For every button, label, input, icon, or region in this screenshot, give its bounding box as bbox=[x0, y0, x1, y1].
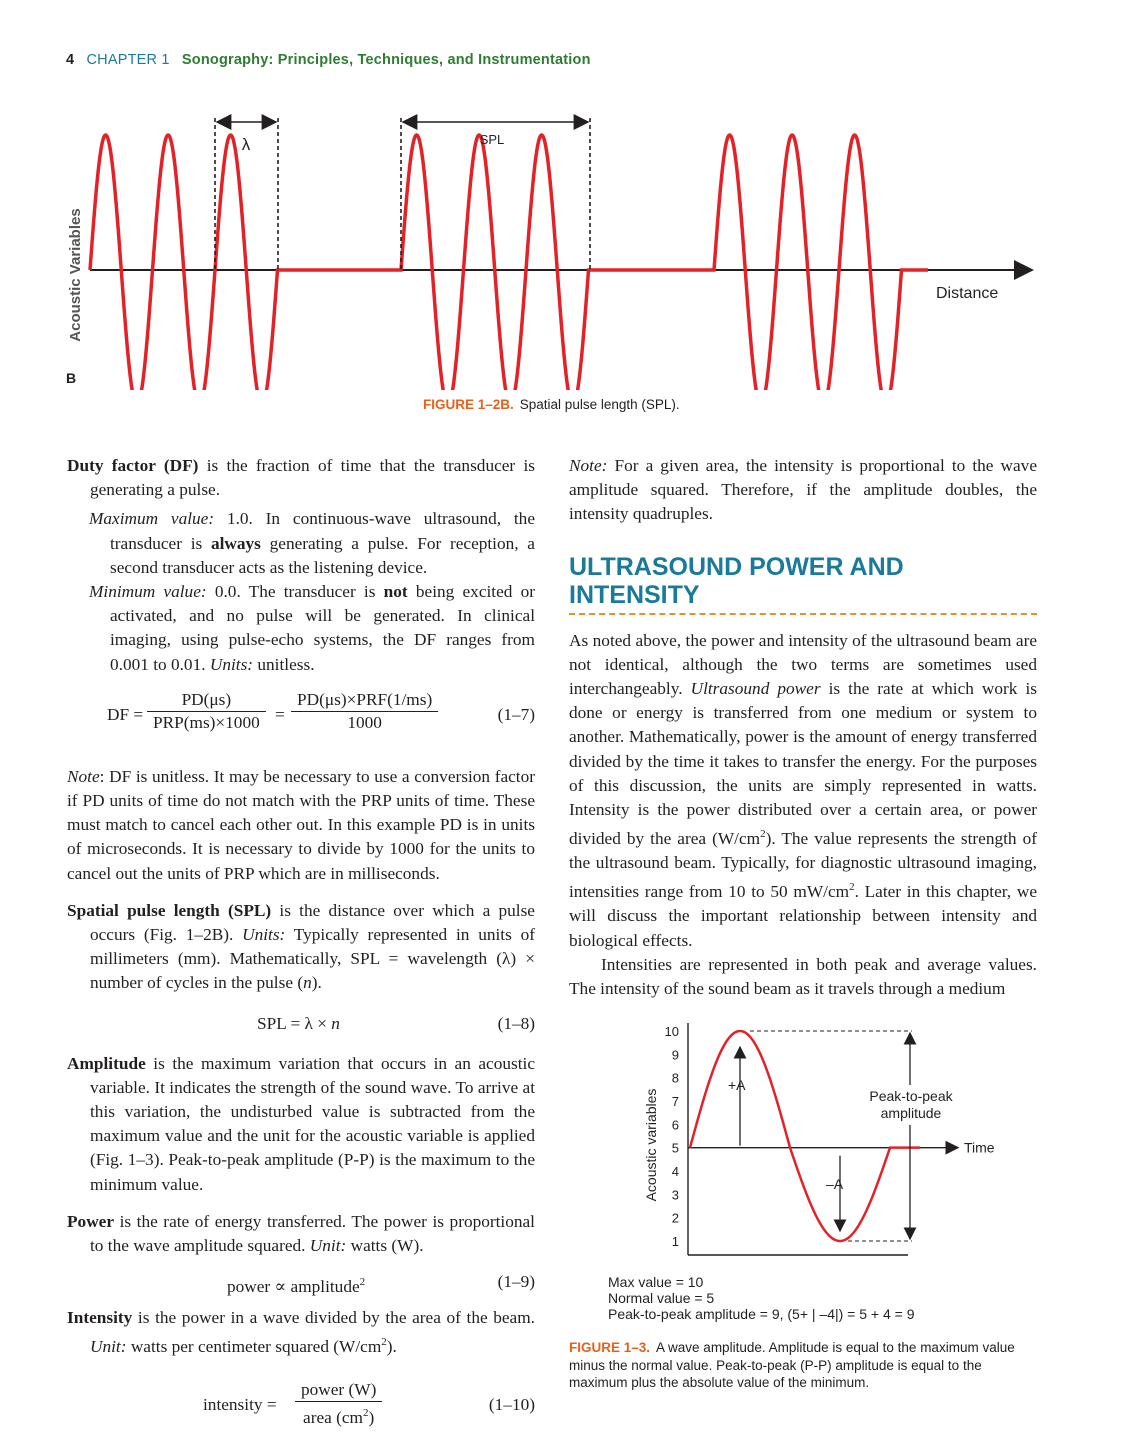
fig3-x-axis-label: Time bbox=[964, 1139, 995, 1156]
fig3-ytick-8: 8 bbox=[671, 1070, 679, 1086]
lambda-label: λ bbox=[241, 135, 251, 154]
fig3-caption-label: FIGURE 1–3. bbox=[569, 1340, 651, 1355]
df-max-bold: always bbox=[210, 533, 261, 553]
eq-spl-n: n bbox=[331, 1013, 340, 1033]
df-units-text: unitless. bbox=[257, 654, 315, 674]
int-unit-label: Unit: bbox=[90, 1337, 127, 1357]
para1-sup: 2 bbox=[760, 828, 766, 841]
spl-def-3: ). bbox=[311, 973, 322, 993]
fig3-wave bbox=[690, 1031, 920, 1241]
eq-power-number: (1–9) bbox=[497, 1272, 535, 1292]
df-min-text-2: being excited or activated, and no pulse will be generated. In clinical imaging, using pulse-echo systems, the DF ranges from 0.001 to 0.01. bbox=[110, 582, 536, 674]
df-min-bold: not bbox=[383, 582, 408, 602]
para1-b: is the rate at which work is done or energy is transferred from one medium or system to another. Mathematically, power is the amount of energy transferred divided by the time it takes to transfer the energy. For the purposes of this discussion, the units are simply represented in watts. Intensity is the power distributed over a certain area, or power divided by the area (W/cm bbox=[569, 679, 1037, 848]
fig3-note-p2p: Peak-to-peak amplitude = 9, (5+ | –4|) = 5 + 4 = 9 bbox=[608, 1306, 915, 1322]
running-head bbox=[66, 52, 591, 68]
fig3-caption-text: A wave amplitude. Amplitude is equal to the maximum value minus the normal value. Peak-to-peak (P-P) amplitude is equal to the maximum plus the absolute value of the minimum. bbox=[569, 1340, 1015, 1390]
power-def: is the rate of energy transferred. The power is proportional to the wave amplitude squared. bbox=[90, 1211, 535, 1256]
int-unit: watts per centimeter squared (W/cm bbox=[130, 1337, 382, 1357]
df-max-text-2: generating a pulse. For reception, a second transducer acts as the listening device. bbox=[110, 533, 535, 577]
section-heading-1: ULTRASOUND POWER AND bbox=[569, 552, 904, 581]
power-unit-label: Unit: bbox=[309, 1236, 347, 1256]
power-intensity-paragraph bbox=[569, 629, 1037, 953]
para1-italic: Ultrasound power bbox=[690, 679, 821, 699]
para1-d: . Later in this chapter, we will discuss the important relationship between intensity and biological effects. bbox=[569, 882, 1037, 950]
fig3-ytick-1: 1 bbox=[671, 1234, 679, 1249]
df-max bbox=[67, 507, 535, 580]
int-term: Intensity bbox=[67, 1308, 133, 1328]
df-max-text-1: 1.0. In continuous-wave ultrasound, the transducer is bbox=[110, 509, 535, 553]
fig3-ytick-5: 5 bbox=[671, 1140, 679, 1156]
spl-term: Spatial pulse length (SPL) bbox=[67, 900, 272, 920]
pulse-wave bbox=[90, 135, 928, 390]
peak-average-paragraph: Intensities are represented in both peak and average values. The intensity of the sound beam as it travels through a medium bbox=[569, 954, 1037, 998]
fig3-p2p-label-1: Peak-to-peak bbox=[869, 1088, 953, 1104]
df-definition bbox=[67, 454, 535, 502]
int-def: is the power in a wave divided by the area of the beam. bbox=[137, 1308, 535, 1328]
fig3-p2p-label-2: amplitude bbox=[880, 1105, 942, 1121]
fig3-note-max: Max value = 10 bbox=[608, 1274, 704, 1290]
fig3-note-normal: Normal value = 5 bbox=[608, 1290, 715, 1306]
eq-df-den2: 1000 bbox=[347, 712, 382, 732]
spl-units-label: Units: bbox=[242, 925, 286, 945]
eq-int-lhs: intensity = bbox=[203, 1395, 277, 1415]
eq-int-den: area (cm bbox=[303, 1408, 363, 1428]
fig3-ytick-10: 10 bbox=[664, 1024, 679, 1039]
figure-1-2b-caption bbox=[423, 397, 680, 412]
fig3-ytick-7: 7 bbox=[671, 1094, 679, 1109]
eq-int-num: power (W) bbox=[295, 1379, 382, 1402]
eq-int-den-end: ) bbox=[368, 1408, 375, 1428]
fig3-ytick-4: 4 bbox=[671, 1164, 679, 1179]
r-note-label: Note: bbox=[569, 456, 608, 475]
df-note bbox=[67, 765, 535, 886]
r-note-text: For a given area, the intensity is proportional to the wave amplitude squared. Therefore, if the amplitude doubles, the intensity quadruples. bbox=[569, 456, 1037, 524]
eq-spl-number: (1–8) bbox=[497, 1013, 535, 1033]
page-number: 4 bbox=[66, 52, 75, 68]
fig3-ytick-9: 9 bbox=[671, 1047, 679, 1063]
df-min bbox=[67, 580, 535, 677]
df-term: Duty factor (DF) bbox=[67, 456, 199, 475]
equation-1-7 bbox=[67, 689, 535, 745]
int-unit-sup: 2 bbox=[381, 1336, 387, 1349]
y-axis-label: Acoustic Variables bbox=[67, 208, 84, 342]
figure-1-3 bbox=[600, 1015, 1040, 1335]
df-def: is the fraction of time that the transducer is generating a pulse. bbox=[90, 456, 535, 500]
fig3-ytick-6: 6 bbox=[671, 1117, 679, 1133]
figure-1-2b bbox=[60, 100, 1060, 390]
intensity-note bbox=[569, 454, 1037, 527]
spl-definition bbox=[67, 899, 535, 996]
spl-def-2: Typically represented in units of millimeters (mm). Mathematically, SPL = wavelength (λ) × number of cycles in the pulse ( bbox=[90, 925, 535, 993]
equation-1-8 bbox=[67, 1012, 535, 1036]
chapter-label: CHAPTER 1 bbox=[86, 52, 170, 68]
eq-df-lhs: DF = bbox=[107, 704, 144, 724]
spl-n: n bbox=[303, 973, 312, 993]
eq-df-num2: PD(μs)×PRF(1/ms) bbox=[291, 689, 438, 712]
df-min-text-1: 0.0. The transducer is bbox=[214, 582, 376, 602]
para1-sup2: 2 bbox=[849, 881, 855, 894]
eq-int-den-sup: 2 bbox=[363, 1407, 369, 1420]
section-heading-2: INTENSITY bbox=[569, 580, 700, 609]
eq-power-sup: 2 bbox=[359, 1276, 366, 1289]
caption-label: FIGURE 1–2B. bbox=[423, 397, 514, 412]
para1-c: ). The value represents the strength of the ultrasound beam. Typically, for diagnostic ultrasound imaging, intensities range from 10 to 50 mW/cm bbox=[569, 829, 1037, 902]
note-label: Note bbox=[67, 766, 100, 786]
eq-df-num1: PD(μs) bbox=[147, 689, 266, 712]
fig3-plus-a-label: +A bbox=[728, 1077, 746, 1093]
note-text: : DF is unitless. It may be necessary to use a conversion factor if PD units of time do not match with the PRP units of time. These must match to cancel each other out. In this example PD is in units of microseconds. It is necessary to divide by 1000 for the units to cancel out the units of PRP which are in milliseconds. bbox=[67, 766, 535, 883]
df-max-label: Maximum value: bbox=[89, 509, 215, 529]
fig3-ytick-3: 3 bbox=[671, 1187, 679, 1203]
fig3-ytick-2: 2 bbox=[671, 1210, 679, 1226]
equation-1-9 bbox=[67, 1270, 535, 1297]
para1-a: As noted above, the power and intensity of the ultrasound beam are not identical, although the two terms are sometimes used interchangeably. bbox=[569, 630, 1037, 699]
eq-spl: SPL = λ × bbox=[257, 1013, 332, 1033]
eq-df-eq: = bbox=[275, 704, 285, 724]
panel-letter: B bbox=[66, 370, 77, 386]
df-units-label: Units: bbox=[209, 654, 254, 674]
x-axis-label: Distance bbox=[936, 285, 999, 302]
eq-df-number: (1–7) bbox=[497, 704, 535, 724]
amp-def: is the maximum variation that occurs in an acoustic variable. It indicates the strength of the sound wave. To arrive at this variation, the undisturbed value is subtracted from the maximum value and the unit for the acoustic variable is applied (Fig. 1–3). Peak-to-peak amplitude (P-P) is the maximum to the minimum value. bbox=[90, 1053, 535, 1194]
amp-term: Amplitude bbox=[67, 1053, 146, 1073]
intensity-definition bbox=[67, 1306, 535, 1359]
eq-df-den1: PRP(ms)×1000 bbox=[153, 712, 260, 732]
power-definition bbox=[67, 1210, 535, 1258]
right-column bbox=[569, 454, 1037, 1001]
caption-text: Spatial pulse length (SPL). bbox=[519, 397, 680, 412]
equation-1-10 bbox=[67, 1377, 535, 1433]
section-heading bbox=[569, 553, 1037, 615]
eq-int-number: (1–10) bbox=[488, 1395, 535, 1415]
spl-def-1: is the distance over which a pulse occurs (Fig. 1–2B). bbox=[90, 900, 535, 945]
left-column bbox=[67, 454, 535, 1433]
amplitude-definition bbox=[67, 1052, 535, 1197]
spl-label: SPL bbox=[479, 132, 505, 147]
figure-1-3-caption bbox=[569, 1339, 1039, 1392]
book-title: Sonography: Principles, Techniques, and Instrumentation bbox=[181, 52, 591, 68]
eq-power: power ∝ amplitude bbox=[227, 1277, 360, 1297]
fig3-minus-a-label: –A bbox=[826, 1176, 844, 1192]
int-unit-end: ). bbox=[386, 1337, 397, 1357]
fig3-y-axis-label: Acoustic variables bbox=[643, 1088, 659, 1202]
power-term: Power bbox=[67, 1211, 115, 1231]
power-unit: watts (W). bbox=[350, 1236, 424, 1256]
df-min-label: Minimum value: bbox=[89, 582, 207, 602]
